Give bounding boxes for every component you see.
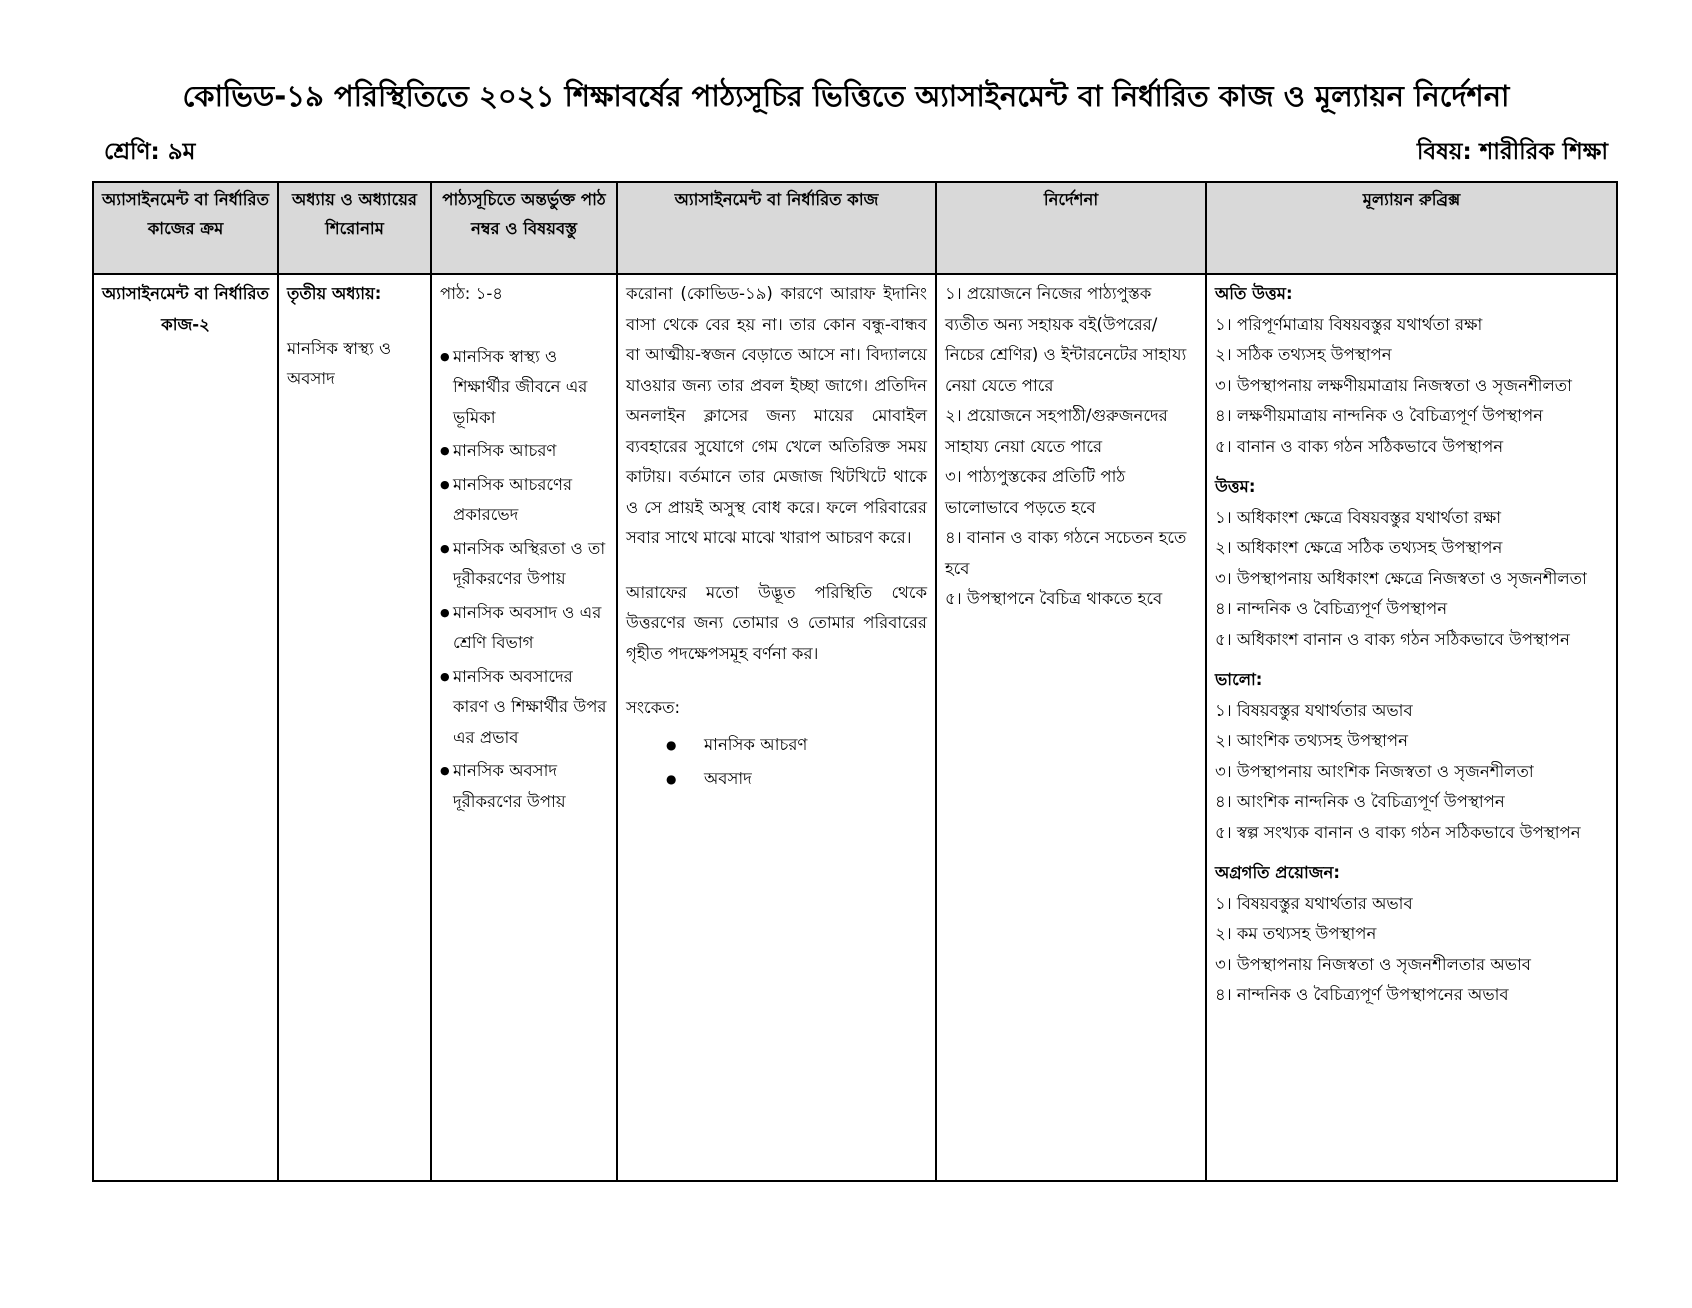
rubric-title: অতি উত্তম: [1215, 284, 1293, 303]
instruction-item: ৩। পাঠ্যপুস্তকের প্রতিটি পাঠ ভালোভাবে পড়তে হবে [945, 467, 1126, 517]
rubric-item: ২। আংশিক তথ্যসহ উপস্থাপন [1215, 731, 1408, 750]
instructions-cell [936, 274, 1206, 1181]
rubric-item: ১। বিষয়বস্তুর যথার্থতার অভাব [1215, 700, 1413, 720]
rubric-title: ভালো: [1215, 670, 1263, 689]
rubric-item: ৫। স্বল্প সংখ্যক বানান ও বাক্য গঠন সঠিকভাবে উপস্থাপন [1215, 822, 1581, 842]
rubric-good [1215, 665, 1608, 848]
hint-label: সংকেত: [626, 698, 681, 717]
list-item: ● অবসাদ [626, 764, 927, 795]
rubric-item: ২। কম তথ্যসহ উপস্থাপন [1215, 924, 1377, 943]
rubric-item: ২। সঠিক তথ্যসহ উপস্থাপন [1215, 345, 1392, 364]
assignment-table [92, 181, 1618, 1182]
chapter-title: মানসিক স্বাস্থ্য ও অবসাদ [287, 338, 392, 388]
instruction-item: ৪। বানান ও বাক্য গঠনে সচেতন হতে হবে [945, 528, 1187, 578]
header-lesson: পাঠ্যসূচিতে অন্তর্ভুক্ত পাঠ নম্বর ও বিষয়বস্তু [431, 182, 617, 274]
rubric-item: ৪। লক্ষণীয়মাত্রায় নান্দনিক ও বৈচিত্র্যপূর্ণ উপস্থাপন [1215, 406, 1543, 425]
instruction-item: ২। প্রয়োজনে সহপাঠী/গুরুজনদের সাহায্য নেয়া যেতে পারে [945, 406, 1168, 456]
rubric-item: ৩। উপস্থাপনায় নিজস্বতা ও সৃজনশীলতার অভাব [1215, 954, 1531, 974]
header-instructions: নির্দেশনা [936, 182, 1206, 274]
table-row [93, 274, 1617, 1181]
rubric-item: ৫। অধিকাংশ বানান ও বাক্য গঠন সঠিকভাবে উপস্থাপন [1215, 629, 1570, 649]
chapter-label: তৃতীয় অধ্যায়: [287, 284, 382, 303]
list-item: ● মানসিক অবসাদের কারণ ও শিক্ষার্থীর উপর এর প্রভাব [440, 662, 608, 754]
list-item: ● মানসিক আচরণ [626, 730, 927, 761]
task-question: আরাফের মতো উদ্ভূত পরিস্থিতি থেকে উত্তরণের জন্য তোমার ও তোমার পরিবারের গৃহীত পদক্ষেপসমূহ বর্ণনা কর। [626, 582, 927, 663]
chapter-cell [278, 274, 431, 1181]
instruction-item: ১। প্রয়োজনে নিজের পাঠ্যপুস্তক ব্যতীত অন্য সহায়ক বই(উপরের/ নিচের শ্রেণির) ও ইন্টারনেটের সাহায্য নেয়া যেতে পারে [945, 284, 1187, 395]
rubric-title: অগ্রগতি প্রয়োজন: [1215, 863, 1340, 882]
list-item: ● মানসিক অস্থিরতা ও তা দূরীকরণের উপায় [440, 534, 608, 595]
rubric-item: ২। অধিকাংশ ক্ষেত্রে সঠিক তথ্যসহ উপস্থাপন [1215, 538, 1503, 557]
list-item: ● মানসিক আচরণের প্রকারভেদ [440, 470, 608, 531]
rubric-item: ৪। নান্দনিক ও বৈচিত্র্যপূর্ণ উপস্থাপন [1215, 599, 1448, 618]
table-header-row [93, 182, 1617, 274]
rubric-item: ৩। উপস্থাপনায় অধিকাংশ ক্ষেত্রে নিজস্বতা ও সৃজনশীলতা [1215, 568, 1587, 588]
instruction-item: ৫। উপস্থাপনে বৈচিত্র থাকতে হবে [945, 589, 1163, 608]
header-assignment-order: অ্যাসাইনমেন্ট বা নির্ধারিত কাজের ক্রম [93, 182, 278, 274]
rubric-excellent [1215, 279, 1608, 462]
page-title: কোভিড-১৯ পরিস্থিতিতে ২০২১ শিক্ষাবর্ষের পাঠ্যসূচির ভিত্তিতে অ্যাসাইনমেন্ট বা নির্ধারিত কাজ ও মূল্যায়ন নির্দেশনা [182, 79, 1510, 113]
rubric-title: উত্তম: [1215, 477, 1256, 496]
header-rubrics: মূল্যায়ন রুব্রিক্স [1206, 182, 1617, 274]
rubric-very-good [1215, 472, 1608, 655]
header-task: অ্যাসাইনমেন্ট বা নির্ধারিত কাজ [617, 182, 936, 274]
task-scenario: করোনা (কোভিড-১৯) কারণে আরাফ ইদানিং বাসা থেকে বের হয় না। তার কোন বন্ধু-বান্ধব বা আত্মীয়-স্বজন বেড়াতে আসে না। বিদ্যালয়ে যাওয়ার জন্য তার প্রবল ইচ্ছা জাগে। প্রতিদিন অনলাইন ক্লাসের জন্য মায়ের মোবাইল ব্যবহারের সুযোগে গেম খেলে অতিরিক্ত সময় কাটায়। বর্তমানে তার মেজাজ খিটখিটে থাকে ও সে প্রায়ই অসুস্থ বোধ করে। ফলে পরিবারের সবার সাথে মাঝে মাঝে খারাপ আচরণ করে। [626, 284, 927, 547]
rubric-needs-improvement [1215, 858, 1608, 1011]
rubric-item: ৩। উপস্থাপনায় লক্ষণীয়মাত্রায় নিজস্বতা ও সৃজনশীলতা [1215, 375, 1572, 395]
header-chapter: অধ্যায় ও অধ্যায়ের শিরোনাম [278, 182, 431, 274]
subject-label: বিষয়: শারীরিক শিক্ষা [1416, 139, 1608, 165]
rubric-item: ৪। আংশিক নান্দনিক ও বৈচিত্র্যপূর্ণ উপস্থাপন [1215, 792, 1505, 811]
rubric-item: ৪। নান্দনিক ও বৈচিত্র্যপূর্ণ উপস্থাপনের অভাব [1215, 985, 1509, 1004]
list-item: ● মানসিক অবসাদ ও এর শ্রেণি বিভাগ [440, 598, 608, 659]
topic-list [440, 342, 608, 818]
lesson-number: পাঠ: ১-৪ [440, 284, 503, 303]
rubric-item: ৩। উপস্থাপনায় আংশিক নিজস্বতা ও সৃজনশীলতা [1215, 761, 1534, 781]
task-cell [617, 274, 936, 1181]
rubric-item: ১। বিষয়বস্তুর যথার্থতার অভাব [1215, 893, 1413, 913]
class-label: শ্রেণি: ৯ম [104, 139, 196, 165]
lesson-cell [431, 274, 617, 1181]
rubric-item: ১। অধিকাংশ ক্ষেত্রে বিষয়বস্তুর যথার্থতা রক্ষা [1215, 507, 1501, 527]
list-item: ● মানসিক আচরণ [440, 436, 608, 467]
rubric-item: ৫। বানান ও বাক্য গঠন সঠিকভাবে উপস্থাপন [1215, 436, 1504, 456]
hint-list [626, 730, 927, 795]
rubrics-cell [1206, 274, 1617, 1181]
assignment-number: অ্যাসাইনমেন্ট বা নির্ধারিত কাজ-২ [93, 274, 278, 1181]
list-item: ● মানসিক অবসাদ দূরীকরণের উপায় [440, 756, 608, 817]
list-item: ● মানসিক স্বাস্থ্য ও শিক্ষার্থীর জীবনে এর ভূমিকা [440, 342, 608, 434]
rubric-item: ১। পরিপূর্ণমাত্রায় বিষয়বস্তুর যথার্থতা রক্ষা [1215, 314, 1483, 334]
